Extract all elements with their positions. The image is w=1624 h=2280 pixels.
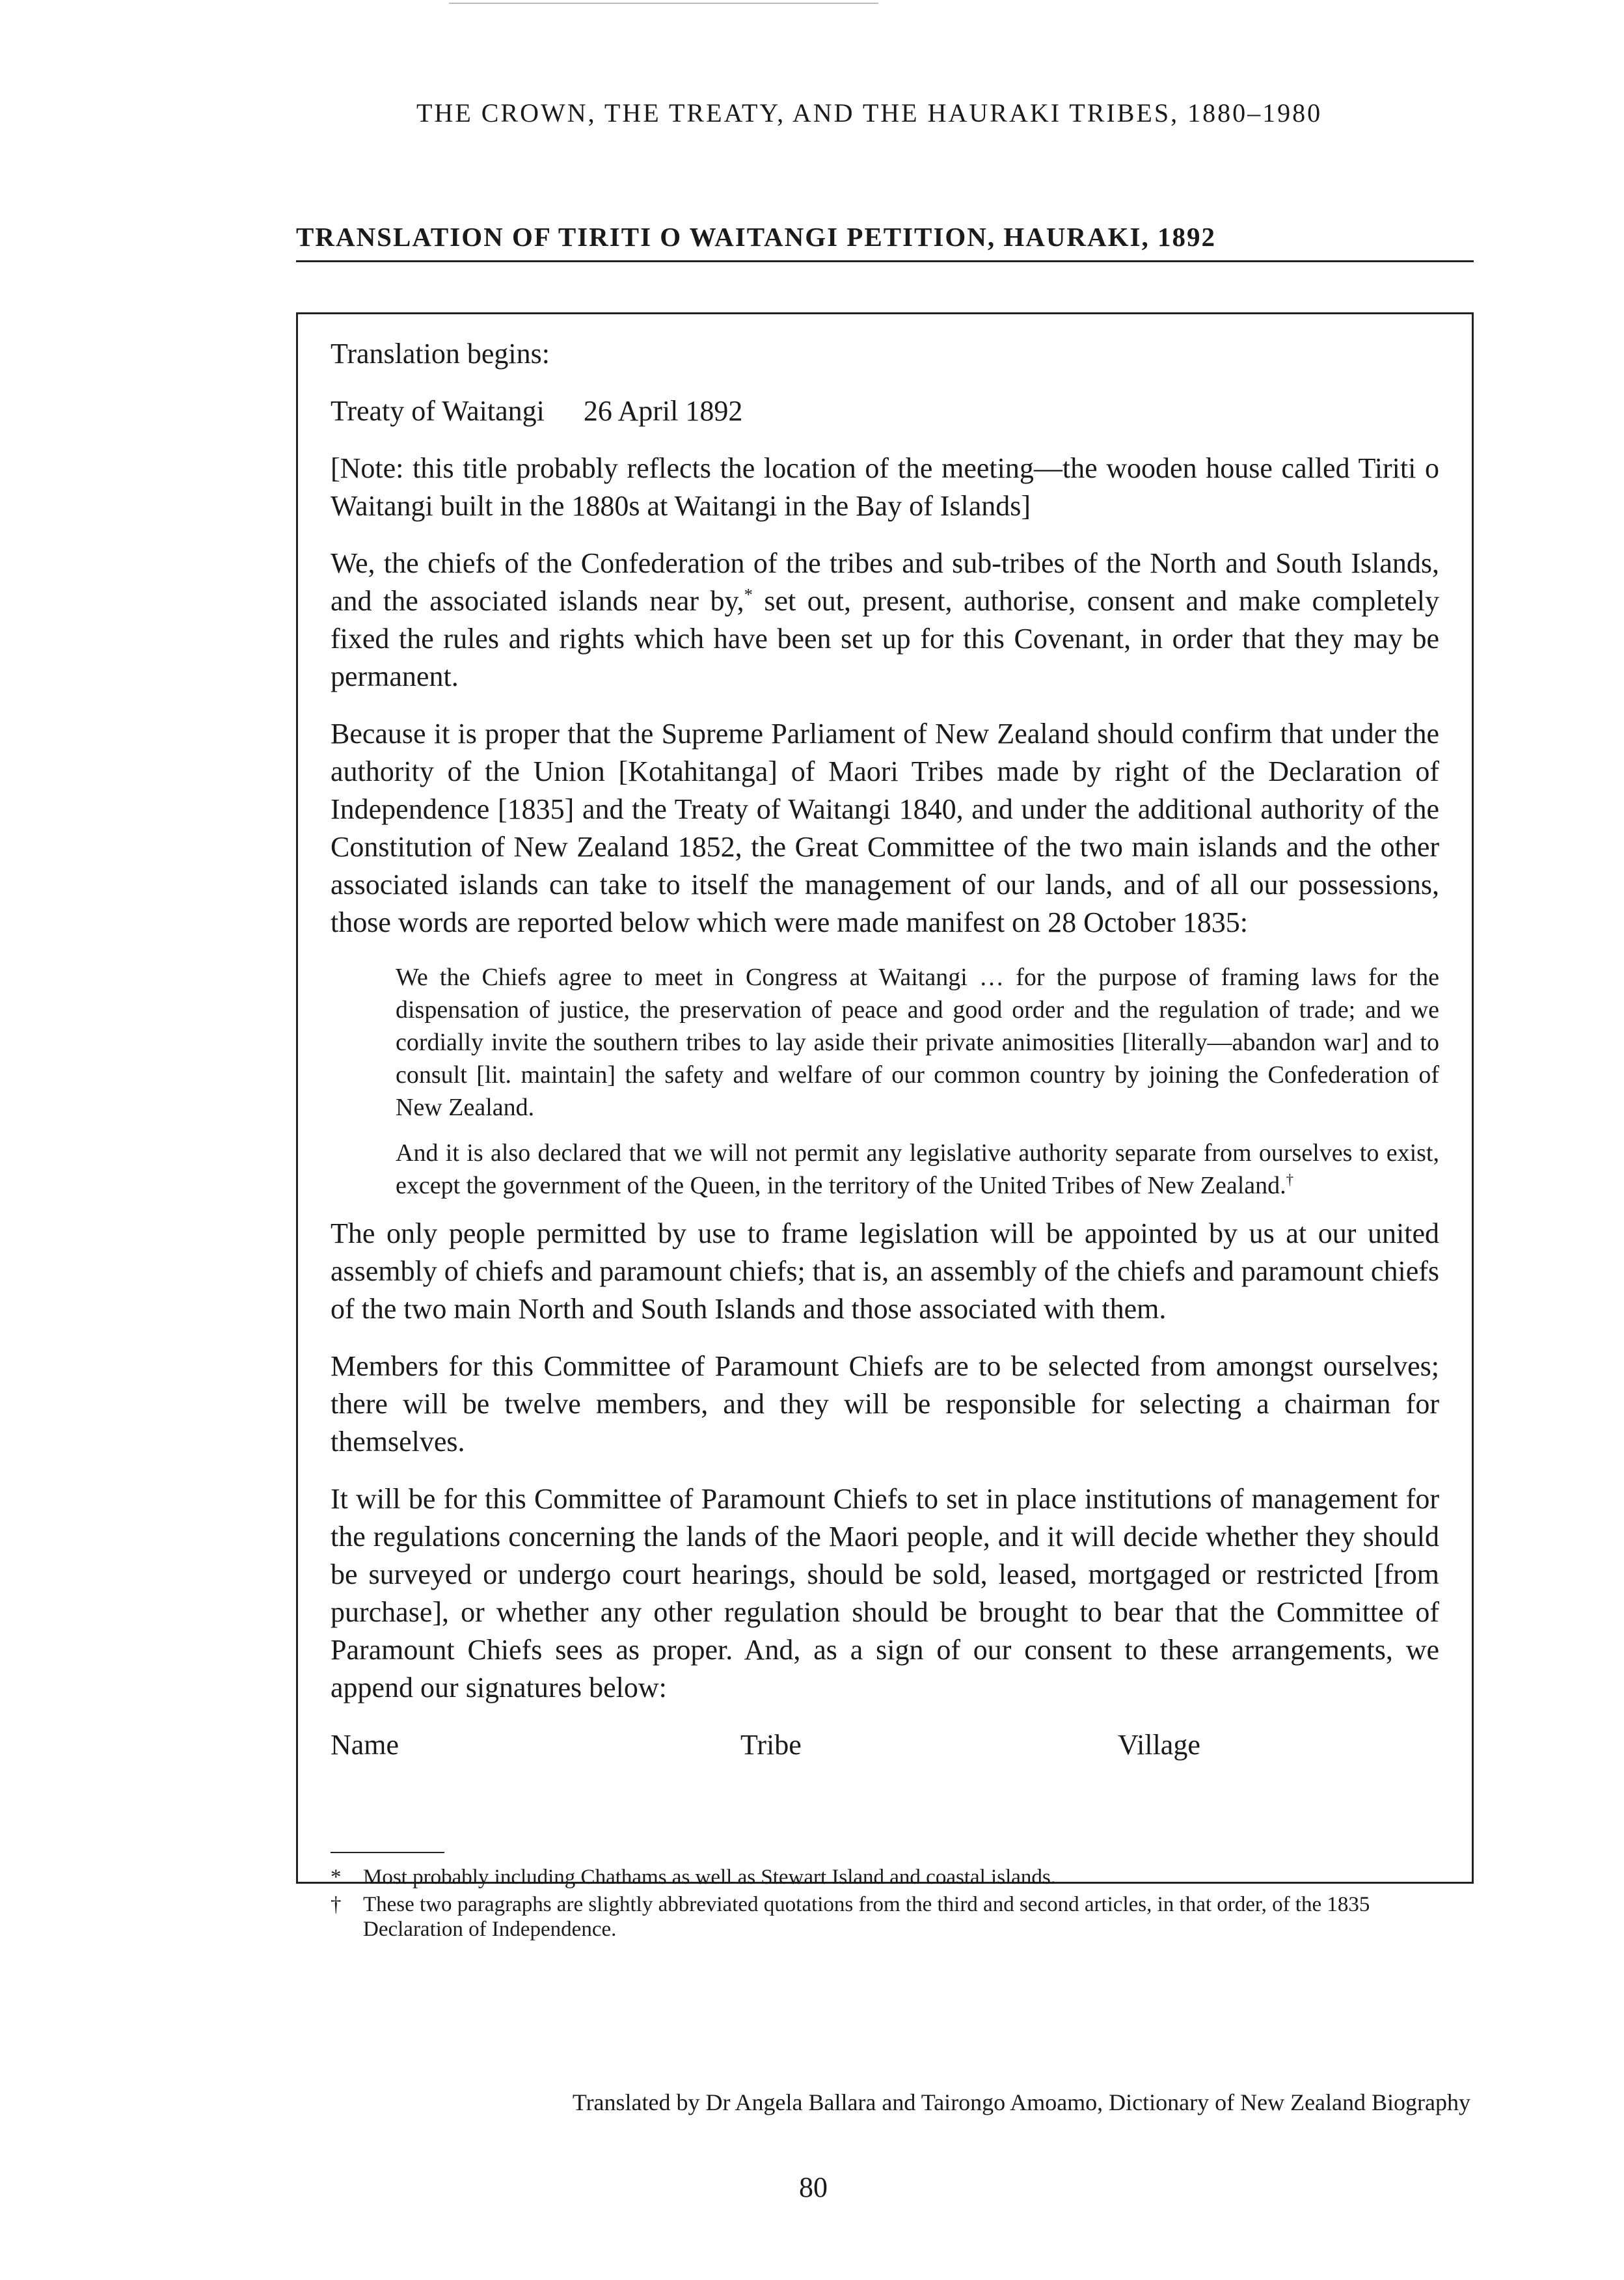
treaty-title: Treaty of Waitangi [331,395,545,427]
paragraph-chiefs-text-cont: set out, present, authorise, consent and make completely fixed the rules and rights which have been set up for this Covenant, in order that they may be permanent. [331,585,1439,692]
footnote-ref-asterisk: * [744,584,753,604]
quote-paragraph-2-text: And it is also declared that we will not permit any legislative authority separate from ourselves to exist, except the government of the Queen, in the territory of the United Tribes of New Zealand. [396,1139,1439,1199]
section-title: TRANSLATION OF TIRITI O WAITANGI PETITION, HAURAKI, 1892 [296,221,1474,262]
paragraph-legislation: The only people permitted by use to frame legislation will be appointed by us at our united assembly of chiefs and paramount chiefs; that is, an assembly of the chiefs and paramount chiefs of the two main North and South Islands and those associated with them. [331,1217,1439,1325]
footnote-text: These two paragraphs are slightly abbreviated quotations from the third and second articles, in that order, of the 1835 Declaration of Independence. [363,1893,1370,1941]
translation-credit: Translated by Dr Angela Ballara and Tairongo Amoamo, Dictionary of New Zealand Biography [572,2089,1470,2115]
footnote-mark: † [331,1893,342,1916]
footnote-ref-dagger: † [1286,1171,1294,1188]
page-number: 80 [799,2171,828,2203]
paragraph-members: Members for this Committee of Paramount Chiefs are to be selected from amongst ourselves; there will be twelve members, and they will be responsible for selecting a chairman for themselves. [331,1350,1439,1458]
signature-header [331,1726,1439,1764]
signature-col-name: Name [331,1729,399,1761]
paragraph-chiefs-text: We, the chiefs of the Confederation of the tribes and sub-tribes of the North and South Islands, and the associated islands near by, [331,547,1439,617]
paragraph-committee: It will be for this Committee of Paramount Chiefs to set in place institutions of management for the regulations concerning the lands of the Maori people, and it will decide whether they should be surveyed or undergo court hearings, should be sold, leased, mortgaged or restricted [from purchase], or whether any other regulation should be brought to bear that the Committee of Paramount Chiefs sees as proper. And, as a sign of our consent to these arrangements, we append our signatures below: [331,1483,1439,1703]
footnote-mark: * [331,1866,342,1889]
intro-line: Translation begins: [331,338,550,370]
paragraph-chiefs [331,545,1439,696]
translation-content [331,335,1439,1944]
signature-col-tribe: Tribe [740,1729,802,1761]
quote-paragraph-1: We the Chiefs agree to meet in Congress at Waitangi … for the purpose of framing laws for the dispensation of justice, the preservation of peace and good order and the regulation of trade; and we cordially invite the southern tribes to lay aside their private animosities [literally—abandon war] and to consult [lit. maintain] the safety and welfare of our common country by joining the Confederation of New Zealand. [396,964,1439,1121]
translation-box [296,312,1474,1941]
footnote [331,1865,1439,1890]
running-head: THE CROWN, THE TREATY, AND THE HAURAKI TRIBES, 1880–1980 [416,98,1323,128]
footnote-text: Most probably including Chathams as well as Stewart Island and coastal islands. [363,1866,1056,1889]
signature-col-village: Village [1118,1729,1200,1761]
quote-paragraph-2 [396,1137,1439,1202]
treaty-date: 26 April 1892 [583,395,743,427]
scan-edge-rule [449,3,878,4]
treaty-heading [331,392,1439,430]
block-quote [396,961,1439,1202]
paragraph-parliament: Because it is proper that the Supreme Parliament of New Zealand should confirm that under the authority of the Union [Kotahitanga] of Maori Tribes made by right of the Declaration of Independence [1835] and the Treaty of Waitangi 1840, and under the additional authority of the Constitution of New Zealand 1852, the Great Committee of the two main islands and the other associated islands can take to itself the management of our lands, and of all our possessions, those words are reported below which were made manifest on 28 October 1835: [331,718,1439,938]
footnote-rule [331,1852,444,1853]
editorial-note: [Note: this title probably reflects the location of the meeting—the wooden house called Tiriti o Waitangi built in the 1880s at Waitangi in the Bay of Islands] [331,452,1439,522]
footnote [331,1892,1439,1942]
